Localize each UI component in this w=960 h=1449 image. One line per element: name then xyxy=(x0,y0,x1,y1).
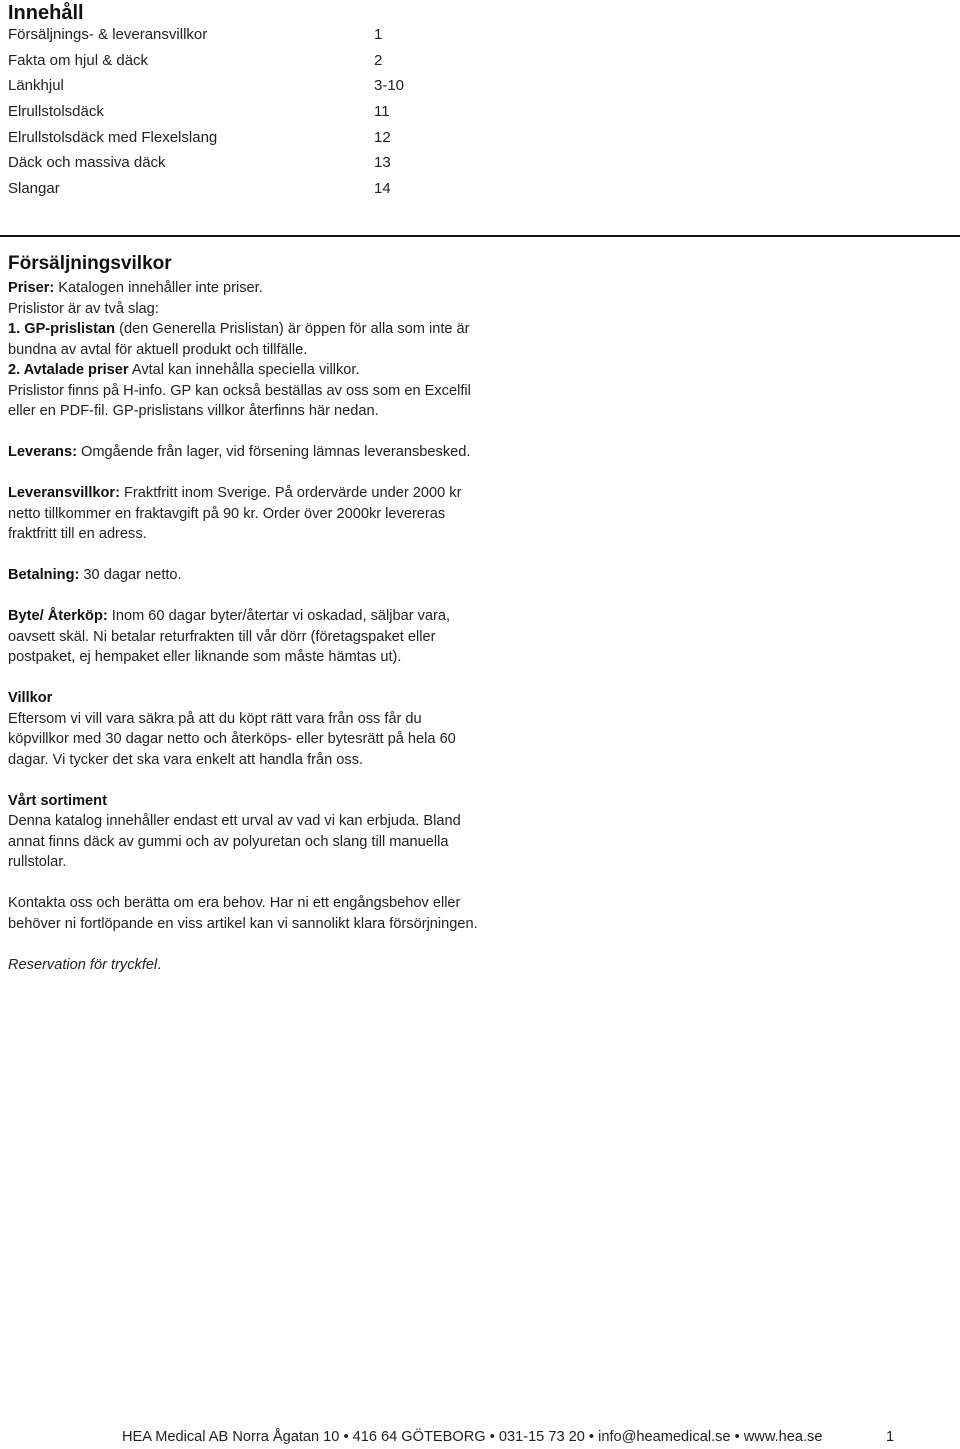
byte-paragraph xyxy=(8,606,478,668)
toc-item xyxy=(8,154,428,180)
table-of-contents xyxy=(8,26,428,206)
toc-item xyxy=(8,180,428,206)
villkor-text: Eftersom vi vill vara säkra på att du köpt rätt vara från oss får du köpvillkor med 30 dagar netto och återköps- eller bytesrätt på hela 60 dagar. Vi tycker det ska vara enkelt att handla från oss. xyxy=(8,710,456,768)
toc-item-title: Elrullstolsdäck med Flexelslang xyxy=(8,128,218,146)
toc-item-page: 14 xyxy=(374,180,391,198)
toc-item-title: Slangar xyxy=(8,180,60,198)
gp-label: 1. GP-prislistan xyxy=(8,321,116,337)
sortiment-heading: Vårt sortiment xyxy=(8,792,107,809)
sortiment-text: Denna katalog innehåller endast ett urval av vad vi kan erbjuda. Bland annat finns däck av gummi och av polyuretan och slang till manuella rullstolar. xyxy=(8,813,461,870)
toc-item xyxy=(8,26,428,52)
avtal-text: Avtal kan innehålla speciella villkor. xyxy=(128,362,360,378)
page-number: 1 xyxy=(886,1429,895,1445)
leverans-paragraph xyxy=(8,442,478,463)
gp-paragraph xyxy=(8,319,478,360)
byte-text: Inom 60 dagar byter/återtar vi oskadad, säljbar vara, oavsett skäl. Ni betalar returfrakten till vår dörr (företagspaket eller postpaket, ej hempaket eller liknande som måste hämtas ut). xyxy=(8,608,451,665)
section-divider xyxy=(0,235,960,237)
toc-item-page: 1 xyxy=(374,26,383,43)
toc-item xyxy=(8,103,428,129)
toc-item-page: 2 xyxy=(374,51,383,69)
toc-item-title: Elrullstolsdäck xyxy=(8,103,104,121)
priser-label: Priser: xyxy=(8,280,55,296)
kontakt-text: Kontakta oss och berätta om era behov. Har ni ett engångsbehov eller behöver ni fortlöpande en viss artikel kan vi sannolikt klara försörjningen. xyxy=(8,895,478,932)
toc-item-page: 3-10 xyxy=(374,77,405,95)
reservation-dot: . xyxy=(157,956,162,973)
leveransvillkor-text: Fraktfritt inom Sverige. På ordervärde under 2000 kr netto tillkommer en fraktavgift på 90 kr. Order över 2000kr levereras fraktfritt till en adress. xyxy=(8,485,462,542)
toc-item xyxy=(8,77,428,103)
toc-item-title: Fakta om hjul & däck xyxy=(8,51,149,69)
toc-item xyxy=(8,129,428,155)
prislistor-info: Prislistor finns på H-info. GP kan också beställas av oss som en Excelfil eller en PDF-fil. GP-prislistans villkor återfinns här nedan. xyxy=(8,382,471,419)
leveransvillkor-paragraph xyxy=(8,483,478,545)
toc-item xyxy=(8,52,428,78)
priser-text: Katalogen innehåller inte priser. xyxy=(54,280,263,296)
toc-item-title: Länkhjul xyxy=(8,77,64,95)
toc-item-title: Däck och massiva däck xyxy=(8,154,166,172)
footer-contact: HEA Medical AB Norra Ågatan 10 • 416 64 GÖTEBORG • 031-15 73 20 • info@heamedical.se • www.hea.se xyxy=(122,1429,823,1445)
reservation-paragraph xyxy=(8,955,478,976)
betalning-label: Betalning: xyxy=(8,567,80,583)
villkor-heading: Villkor xyxy=(8,690,53,706)
reservation-text: Reservation för tryckfel xyxy=(8,956,158,973)
byte-label: Byte/ Återköp: xyxy=(8,608,108,624)
terms-heading: Försäljningsvilkor xyxy=(8,253,172,274)
toc-item-page: 12 xyxy=(374,128,391,146)
prislistor-intro: Prislistor är av två slag: xyxy=(8,300,159,317)
leverans-label: Leverans: xyxy=(8,444,77,460)
priser-paragraph xyxy=(8,278,478,299)
leverans-text: Omgående från lager, vid försening lämnas leveransbesked. xyxy=(76,444,471,460)
gp-text: (den Generella Prislistan) är öppen för alla som inte är bundna av avtal för aktuell produkt och tillfälle. xyxy=(8,321,470,358)
avtal-label: 2. Avtalade priser xyxy=(8,362,129,378)
toc-item-title: Försäljnings- & leveransvillkor xyxy=(8,26,208,43)
betalning-paragraph xyxy=(8,565,478,586)
avtal-paragraph xyxy=(8,360,478,381)
toc-item-page: 11 xyxy=(374,103,390,121)
terms-section xyxy=(8,252,478,975)
toc-title: Innehåll xyxy=(8,2,84,24)
betalning-text: 30 dagar netto. xyxy=(79,567,182,583)
toc-item-page: 13 xyxy=(374,154,391,172)
leveransvillkor-label: Leveransvillkor: xyxy=(8,485,120,501)
